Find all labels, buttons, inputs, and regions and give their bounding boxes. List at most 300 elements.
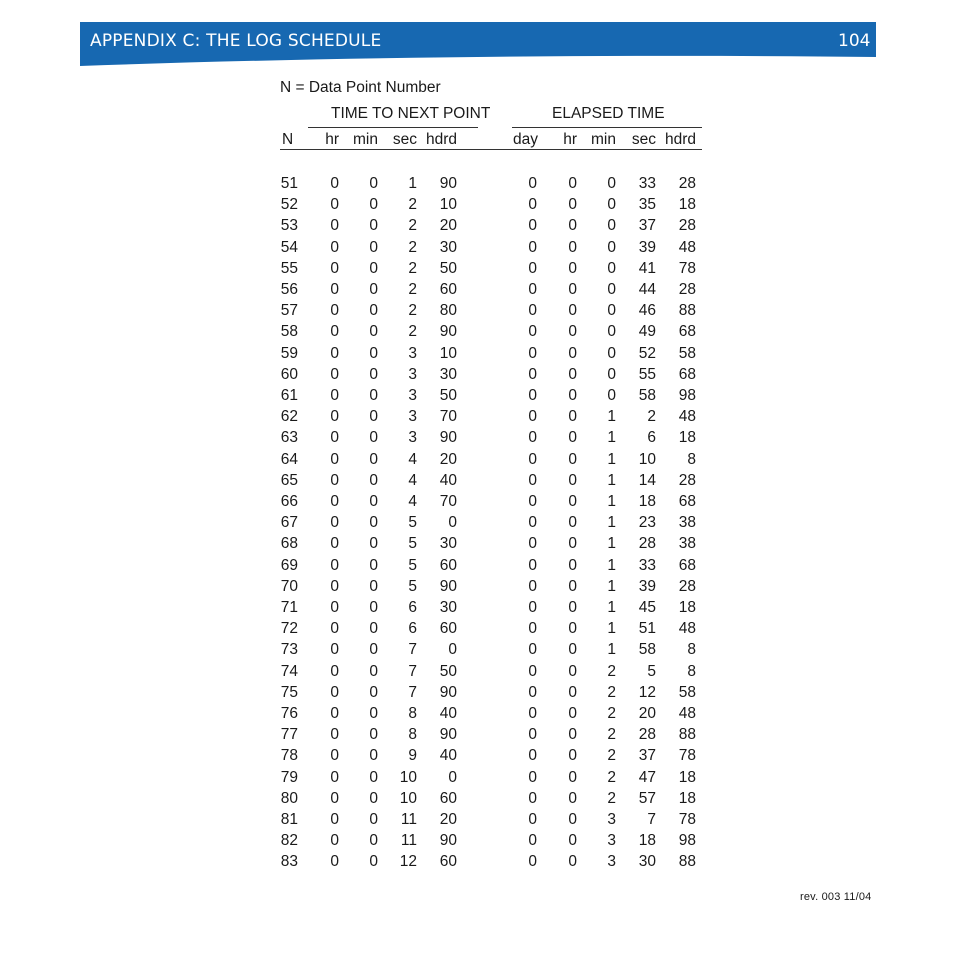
cell-next-min: 0 bbox=[369, 450, 378, 468]
cell-elapsed-min: 1 bbox=[607, 620, 616, 638]
cell-elapsed-day: 0 bbox=[528, 683, 537, 701]
cell-n: 61 bbox=[280, 387, 298, 404]
cell-elapsed-day: 0 bbox=[528, 768, 537, 786]
page-title: APPENDIX C: THE LOG SCHEDULE bbox=[90, 31, 382, 51]
cell-elapsed-sec: 35 bbox=[638, 196, 656, 214]
cell-next-sec: 3 bbox=[408, 344, 417, 362]
cell-next-hr: 0 bbox=[330, 259, 339, 277]
cell-next-sec: 11 bbox=[400, 832, 417, 850]
cell-elapsed-min: 0 bbox=[607, 344, 616, 362]
cell-elapsed-min: 0 bbox=[607, 323, 616, 341]
cell-next-min: 0 bbox=[369, 344, 378, 362]
cell-next-hdrd: 20 bbox=[439, 811, 457, 828]
cell-elapsed-min: 1 bbox=[607, 641, 616, 659]
cell-n: 75 bbox=[280, 683, 298, 701]
cell-next-hr: 0 bbox=[330, 344, 339, 362]
cell-elapsed-day: 0 bbox=[528, 535, 537, 553]
cell-next-min: 0 bbox=[369, 577, 378, 595]
cell-next-min: 0 bbox=[369, 789, 378, 807]
cell-elapsed-hr: 0 bbox=[568, 705, 577, 722]
cell-elapsed-day: 0 bbox=[528, 556, 537, 574]
cell-elapsed-hr: 0 bbox=[568, 387, 577, 404]
legend-text: N = Data Point Number bbox=[280, 79, 441, 96]
cell-next-hr: 0 bbox=[330, 175, 339, 192]
cell-elapsed-hdrd: 78 bbox=[678, 747, 696, 765]
cell-next-sec: 2 bbox=[408, 238, 417, 256]
cell-next-hdrd: 90 bbox=[439, 175, 457, 192]
cell-elapsed-sec: 37 bbox=[638, 747, 656, 765]
cell-next-min: 0 bbox=[369, 535, 378, 553]
cell-n: 67 bbox=[280, 514, 298, 532]
table-row bbox=[0, 599, 954, 617]
cell-next-sec: 7 bbox=[408, 683, 417, 701]
table-row bbox=[0, 302, 954, 320]
cell-elapsed-sec: 47 bbox=[638, 768, 656, 786]
cell-elapsed-hdrd: 58 bbox=[678, 344, 696, 362]
cell-next-min: 0 bbox=[369, 514, 378, 532]
cell-next-hr: 0 bbox=[330, 238, 339, 256]
cell-elapsed-hr: 0 bbox=[568, 556, 577, 574]
cell-next-min: 0 bbox=[369, 408, 378, 426]
cell-next-hdrd: 90 bbox=[439, 577, 457, 595]
column-header-elapsed-hr: hr bbox=[563, 131, 577, 148]
cell-elapsed-day: 0 bbox=[528, 429, 537, 447]
cell-elapsed-hdrd: 48 bbox=[678, 705, 696, 722]
cell-elapsed-hr: 0 bbox=[568, 429, 577, 447]
cell-elapsed-day: 0 bbox=[528, 471, 537, 489]
cell-next-min: 0 bbox=[369, 620, 378, 638]
table-row bbox=[0, 408, 954, 426]
cell-elapsed-day: 0 bbox=[528, 493, 537, 510]
cell-elapsed-min: 3 bbox=[607, 853, 616, 871]
cell-next-hdrd: 60 bbox=[439, 281, 457, 298]
cell-n: 60 bbox=[280, 365, 298, 383]
table-row bbox=[0, 493, 954, 511]
cell-elapsed-hr: 0 bbox=[568, 620, 577, 638]
cell-n: 82 bbox=[280, 832, 298, 850]
column-header-next-hdrd: hdrd bbox=[425, 131, 457, 148]
table-row bbox=[0, 620, 954, 638]
column-header-n: N bbox=[282, 131, 294, 148]
cell-next-hdrd: 50 bbox=[439, 662, 457, 680]
cell-next-hdrd: 30 bbox=[439, 599, 457, 616]
cell-elapsed-min: 3 bbox=[607, 811, 616, 828]
cell-next-hr: 0 bbox=[330, 705, 339, 722]
cell-next-min: 0 bbox=[369, 556, 378, 574]
column-header-elapsed-sec: sec bbox=[631, 131, 656, 148]
cell-next-min: 0 bbox=[369, 811, 378, 828]
cell-n: 73 bbox=[280, 641, 298, 659]
table-row bbox=[0, 387, 954, 405]
cell-elapsed-hr: 0 bbox=[568, 259, 577, 277]
group-heading-elapsed-time: ELAPSED TIME bbox=[552, 105, 665, 122]
cell-elapsed-hr: 0 bbox=[568, 238, 577, 256]
cell-next-min: 0 bbox=[369, 259, 378, 277]
cell-n: 80 bbox=[280, 789, 298, 807]
cell-elapsed-min: 0 bbox=[607, 387, 616, 404]
cell-next-hdrd: 90 bbox=[439, 683, 457, 701]
cell-elapsed-min: 1 bbox=[607, 408, 616, 426]
cell-n: 57 bbox=[280, 302, 298, 320]
cell-n: 52 bbox=[280, 196, 298, 214]
table-row bbox=[0, 472, 954, 490]
cell-elapsed-day: 0 bbox=[528, 365, 537, 383]
cell-elapsed-min: 0 bbox=[607, 259, 616, 277]
cell-next-hr: 0 bbox=[330, 196, 339, 214]
cell-next-sec: 2 bbox=[408, 281, 417, 298]
cell-next-hdrd: 30 bbox=[439, 238, 457, 256]
cell-elapsed-day: 0 bbox=[528, 620, 537, 638]
cell-elapsed-hdrd: 38 bbox=[678, 535, 696, 553]
cell-elapsed-hdrd: 8 bbox=[687, 662, 696, 680]
cell-elapsed-day: 0 bbox=[528, 344, 537, 362]
table-row bbox=[0, 726, 954, 744]
cell-elapsed-hdrd: 48 bbox=[678, 408, 696, 426]
cell-next-sec: 5 bbox=[408, 577, 417, 595]
cell-next-min: 0 bbox=[369, 175, 378, 192]
table-row bbox=[0, 323, 954, 341]
cell-next-hdrd: 90 bbox=[439, 323, 457, 341]
cell-elapsed-sec: 39 bbox=[638, 238, 656, 256]
cell-elapsed-hdrd: 28 bbox=[678, 471, 696, 489]
cell-elapsed-min: 2 bbox=[607, 705, 616, 722]
cell-next-min: 0 bbox=[369, 662, 378, 680]
cell-next-hr: 0 bbox=[330, 323, 339, 341]
cell-elapsed-hr: 0 bbox=[568, 726, 577, 744]
cell-next-sec: 1 bbox=[408, 175, 417, 192]
cell-elapsed-hdrd: 18 bbox=[678, 196, 696, 214]
cell-n: 72 bbox=[280, 620, 298, 638]
cell-elapsed-hdrd: 48 bbox=[678, 620, 696, 638]
cell-next-min: 0 bbox=[369, 217, 378, 235]
cell-next-hdrd: 60 bbox=[439, 853, 457, 871]
cell-next-sec: 8 bbox=[408, 705, 417, 722]
cell-elapsed-min: 3 bbox=[607, 832, 616, 850]
cell-next-min: 0 bbox=[369, 705, 378, 722]
cell-n: 56 bbox=[280, 281, 298, 298]
cell-elapsed-hr: 0 bbox=[568, 811, 577, 828]
cell-elapsed-min: 1 bbox=[607, 556, 616, 574]
cell-elapsed-hr: 0 bbox=[568, 302, 577, 320]
table-row bbox=[0, 853, 954, 871]
cell-elapsed-min: 0 bbox=[607, 365, 616, 383]
cell-elapsed-hr: 0 bbox=[568, 323, 577, 341]
table-row bbox=[0, 811, 954, 829]
table-row bbox=[0, 217, 954, 235]
cell-elapsed-sec: 55 bbox=[638, 365, 656, 383]
table-row bbox=[0, 747, 954, 765]
cell-next-sec: 10 bbox=[399, 789, 417, 807]
cell-n: 74 bbox=[280, 662, 298, 680]
table-row bbox=[0, 429, 954, 447]
table-row bbox=[0, 578, 954, 596]
cell-next-hdrd: 40 bbox=[439, 471, 457, 489]
cell-elapsed-sec: 12 bbox=[638, 683, 656, 701]
cell-elapsed-min: 0 bbox=[607, 281, 616, 298]
cell-elapsed-day: 0 bbox=[528, 238, 537, 256]
cell-next-hdrd: 40 bbox=[439, 747, 457, 765]
cell-elapsed-day: 0 bbox=[528, 408, 537, 426]
cell-elapsed-day: 0 bbox=[528, 705, 537, 722]
cell-next-min: 0 bbox=[369, 599, 378, 616]
table-row bbox=[0, 175, 954, 193]
cell-n: 83 bbox=[280, 853, 298, 871]
cell-next-hdrd: 20 bbox=[439, 450, 457, 468]
cell-elapsed-hdrd: 8 bbox=[687, 641, 696, 659]
cell-elapsed-hdrd: 18 bbox=[678, 789, 696, 807]
cell-n: 66 bbox=[280, 493, 298, 510]
cell-next-sec: 6 bbox=[408, 620, 417, 638]
cell-elapsed-day: 0 bbox=[528, 832, 537, 850]
cell-n: 54 bbox=[280, 238, 298, 256]
cell-next-sec: 2 bbox=[408, 259, 417, 277]
cell-next-hr: 0 bbox=[330, 556, 339, 574]
cell-n: 63 bbox=[280, 429, 298, 447]
cell-elapsed-min: 2 bbox=[607, 683, 616, 701]
cell-elapsed-day: 0 bbox=[528, 323, 537, 341]
cell-elapsed-hr: 0 bbox=[568, 217, 577, 235]
cell-next-hdrd: 0 bbox=[448, 768, 457, 786]
cell-elapsed-hdrd: 8 bbox=[687, 450, 696, 468]
cell-next-hr: 0 bbox=[330, 302, 339, 320]
cell-next-sec: 12 bbox=[399, 853, 417, 871]
cell-elapsed-hdrd: 78 bbox=[678, 811, 696, 828]
cell-elapsed-day: 0 bbox=[528, 514, 537, 532]
cell-elapsed-sec: 28 bbox=[638, 726, 656, 744]
cell-elapsed-hr: 0 bbox=[568, 408, 577, 426]
cell-next-min: 0 bbox=[369, 196, 378, 214]
cell-next-hr: 0 bbox=[330, 535, 339, 553]
column-header-elapsed-day: day bbox=[513, 131, 538, 148]
cell-next-min: 0 bbox=[369, 853, 378, 871]
cell-elapsed-min: 2 bbox=[607, 747, 616, 765]
column-header-row bbox=[0, 131, 954, 149]
group-heading-time-to-next-point: TIME TO NEXT POINT bbox=[331, 105, 491, 122]
cell-elapsed-sec: 28 bbox=[638, 535, 656, 553]
table-row bbox=[0, 684, 954, 702]
table-row bbox=[0, 790, 954, 808]
cell-next-hr: 0 bbox=[330, 747, 339, 765]
cell-next-hr: 0 bbox=[330, 789, 339, 807]
cell-next-sec: 5 bbox=[408, 535, 417, 553]
cell-elapsed-sec: 49 bbox=[638, 323, 656, 341]
cell-elapsed-hdrd: 18 bbox=[678, 768, 696, 786]
cell-next-hr: 0 bbox=[330, 641, 339, 659]
cell-elapsed-hr: 0 bbox=[568, 365, 577, 383]
cell-next-sec: 7 bbox=[408, 641, 417, 659]
cell-n: 58 bbox=[280, 323, 298, 341]
cell-elapsed-day: 0 bbox=[528, 175, 537, 192]
cell-elapsed-sec: 7 bbox=[647, 811, 656, 828]
cell-next-min: 0 bbox=[369, 832, 378, 850]
cell-next-hr: 0 bbox=[330, 768, 339, 786]
cell-n: 64 bbox=[280, 450, 298, 468]
cell-elapsed-min: 0 bbox=[607, 238, 616, 256]
cell-elapsed-hr: 0 bbox=[568, 768, 577, 786]
cell-elapsed-hr: 0 bbox=[568, 514, 577, 532]
table-row bbox=[0, 260, 954, 278]
cell-elapsed-sec: 18 bbox=[638, 493, 656, 510]
cell-elapsed-day: 0 bbox=[528, 853, 537, 871]
cell-next-hdrd: 0 bbox=[448, 514, 457, 532]
cell-elapsed-hr: 0 bbox=[568, 789, 577, 807]
cell-next-hr: 0 bbox=[330, 811, 339, 828]
cell-elapsed-hdrd: 58 bbox=[678, 683, 696, 701]
cell-next-hr: 0 bbox=[330, 683, 339, 701]
cell-elapsed-hr: 0 bbox=[568, 747, 577, 765]
cell-elapsed-sec: 33 bbox=[638, 556, 656, 574]
cell-elapsed-day: 0 bbox=[528, 281, 537, 298]
cell-next-min: 0 bbox=[369, 387, 378, 404]
cell-next-hr: 0 bbox=[330, 281, 339, 298]
cell-elapsed-hr: 0 bbox=[568, 535, 577, 553]
table-row bbox=[0, 769, 954, 787]
cell-elapsed-day: 0 bbox=[528, 747, 537, 765]
cell-next-hdrd: 50 bbox=[439, 259, 457, 277]
cell-elapsed-sec: 46 bbox=[638, 302, 656, 320]
cell-elapsed-hr: 0 bbox=[568, 577, 577, 595]
cell-next-hr: 0 bbox=[330, 493, 339, 510]
cell-elapsed-sec: 58 bbox=[638, 387, 656, 404]
cell-elapsed-hdrd: 98 bbox=[678, 387, 696, 404]
cell-elapsed-min: 1 bbox=[607, 450, 616, 468]
cell-elapsed-hr: 0 bbox=[568, 196, 577, 214]
cell-n: 68 bbox=[280, 535, 298, 553]
cell-n: 70 bbox=[280, 577, 298, 595]
cell-elapsed-min: 1 bbox=[607, 471, 616, 489]
cell-elapsed-min: 2 bbox=[607, 726, 616, 744]
cell-elapsed-hr: 0 bbox=[568, 599, 577, 616]
cell-elapsed-sec: 10 bbox=[638, 450, 656, 468]
cell-elapsed-sec: 33 bbox=[638, 175, 656, 192]
cell-next-min: 0 bbox=[369, 493, 378, 510]
log-schedule-table bbox=[0, 175, 954, 875]
cell-elapsed-hr: 0 bbox=[568, 662, 577, 680]
cell-elapsed-min: 0 bbox=[607, 302, 616, 320]
cell-next-sec: 3 bbox=[408, 408, 417, 426]
cell-next-hdrd: 0 bbox=[448, 641, 457, 659]
cell-elapsed-hdrd: 28 bbox=[678, 577, 696, 595]
cell-elapsed-day: 0 bbox=[528, 726, 537, 744]
cell-next-min: 0 bbox=[369, 429, 378, 447]
cell-elapsed-hdrd: 28 bbox=[678, 175, 696, 192]
cell-next-sec: 4 bbox=[408, 493, 417, 510]
cell-elapsed-sec: 41 bbox=[638, 259, 656, 277]
cell-next-hr: 0 bbox=[330, 514, 339, 532]
cell-next-min: 0 bbox=[369, 302, 378, 320]
cell-elapsed-min: 1 bbox=[607, 493, 616, 510]
cell-elapsed-hr: 0 bbox=[568, 450, 577, 468]
cell-n: 51 bbox=[280, 175, 298, 192]
cell-next-hdrd: 50 bbox=[439, 387, 457, 404]
cell-next-sec: 4 bbox=[408, 471, 417, 489]
cell-next-min: 0 bbox=[369, 768, 378, 786]
cell-next-min: 0 bbox=[369, 238, 378, 256]
cell-next-hdrd: 90 bbox=[439, 429, 457, 447]
cell-n: 69 bbox=[280, 556, 298, 574]
cell-next-hdrd: 70 bbox=[439, 408, 457, 426]
cell-n: 77 bbox=[280, 726, 298, 744]
cell-next-min: 0 bbox=[369, 365, 378, 383]
cell-next-sec: 10 bbox=[399, 768, 417, 786]
table-row bbox=[0, 451, 954, 469]
cell-elapsed-hdrd: 88 bbox=[678, 302, 696, 320]
cell-elapsed-sec: 14 bbox=[638, 471, 656, 489]
cell-elapsed-sec: 30 bbox=[638, 853, 656, 871]
cell-elapsed-min: 1 bbox=[607, 535, 616, 553]
cell-next-hr: 0 bbox=[330, 408, 339, 426]
cell-elapsed-min: 0 bbox=[607, 196, 616, 214]
cell-next-sec: 3 bbox=[408, 387, 417, 404]
cell-next-sec: 2 bbox=[408, 217, 417, 235]
cell-next-hr: 0 bbox=[330, 662, 339, 680]
cell-elapsed-hdrd: 88 bbox=[678, 853, 696, 871]
cell-elapsed-sec: 37 bbox=[638, 217, 656, 235]
cell-next-hr: 0 bbox=[330, 832, 339, 850]
table-row bbox=[0, 239, 954, 257]
cell-elapsed-min: 1 bbox=[607, 577, 616, 595]
cell-elapsed-hdrd: 78 bbox=[678, 259, 696, 277]
cell-next-min: 0 bbox=[369, 323, 378, 341]
cell-next-sec: 4 bbox=[408, 450, 417, 468]
cell-elapsed-hdrd: 28 bbox=[678, 281, 696, 298]
table-row bbox=[0, 663, 954, 681]
cell-next-hr: 0 bbox=[330, 853, 339, 871]
cell-elapsed-hdrd: 68 bbox=[678, 365, 696, 383]
cell-next-hdrd: 10 bbox=[439, 196, 457, 214]
column-header-elapsed-min: min bbox=[591, 131, 616, 148]
cell-next-sec: 5 bbox=[408, 556, 417, 574]
cell-next-sec: 9 bbox=[408, 747, 417, 765]
cell-elapsed-sec: 58 bbox=[638, 641, 656, 659]
column-header-next-sec: sec bbox=[392, 131, 417, 148]
cell-elapsed-day: 0 bbox=[528, 789, 537, 807]
cell-elapsed-hr: 0 bbox=[568, 641, 577, 659]
cell-n: 78 bbox=[280, 747, 298, 765]
cell-n: 55 bbox=[280, 259, 298, 277]
cell-n: 59 bbox=[280, 344, 298, 362]
cell-next-hr: 0 bbox=[330, 471, 339, 489]
cell-elapsed-sec: 51 bbox=[638, 620, 656, 638]
cell-n: 71 bbox=[280, 599, 298, 616]
cell-next-sec: 2 bbox=[408, 196, 417, 214]
cell-elapsed-sec: 5 bbox=[647, 662, 656, 680]
cell-elapsed-hr: 0 bbox=[568, 832, 577, 850]
cell-next-min: 0 bbox=[369, 471, 378, 489]
cell-elapsed-day: 0 bbox=[528, 599, 537, 616]
cell-elapsed-hdrd: 68 bbox=[678, 323, 696, 341]
cell-n: 53 bbox=[280, 217, 298, 235]
cell-elapsed-sec: 45 bbox=[638, 599, 656, 616]
cell-next-hr: 0 bbox=[330, 726, 339, 744]
cell-elapsed-hdrd: 18 bbox=[678, 429, 696, 447]
cell-next-hdrd: 30 bbox=[439, 535, 457, 553]
cell-next-sec: 11 bbox=[400, 811, 417, 828]
cell-elapsed-sec: 6 bbox=[647, 429, 656, 447]
cell-elapsed-sec: 18 bbox=[638, 832, 656, 850]
cell-elapsed-min: 1 bbox=[607, 599, 616, 616]
cell-next-hr: 0 bbox=[330, 429, 339, 447]
cell-elapsed-day: 0 bbox=[528, 577, 537, 595]
cell-next-min: 0 bbox=[369, 281, 378, 298]
cell-next-hr: 0 bbox=[330, 217, 339, 235]
cell-elapsed-hdrd: 38 bbox=[678, 514, 696, 532]
cell-next-hr: 0 bbox=[330, 365, 339, 383]
cell-next-sec: 2 bbox=[408, 302, 417, 320]
cell-elapsed-day: 0 bbox=[528, 811, 537, 828]
cell-next-sec: 5 bbox=[408, 514, 417, 532]
cell-next-sec: 3 bbox=[408, 429, 417, 447]
